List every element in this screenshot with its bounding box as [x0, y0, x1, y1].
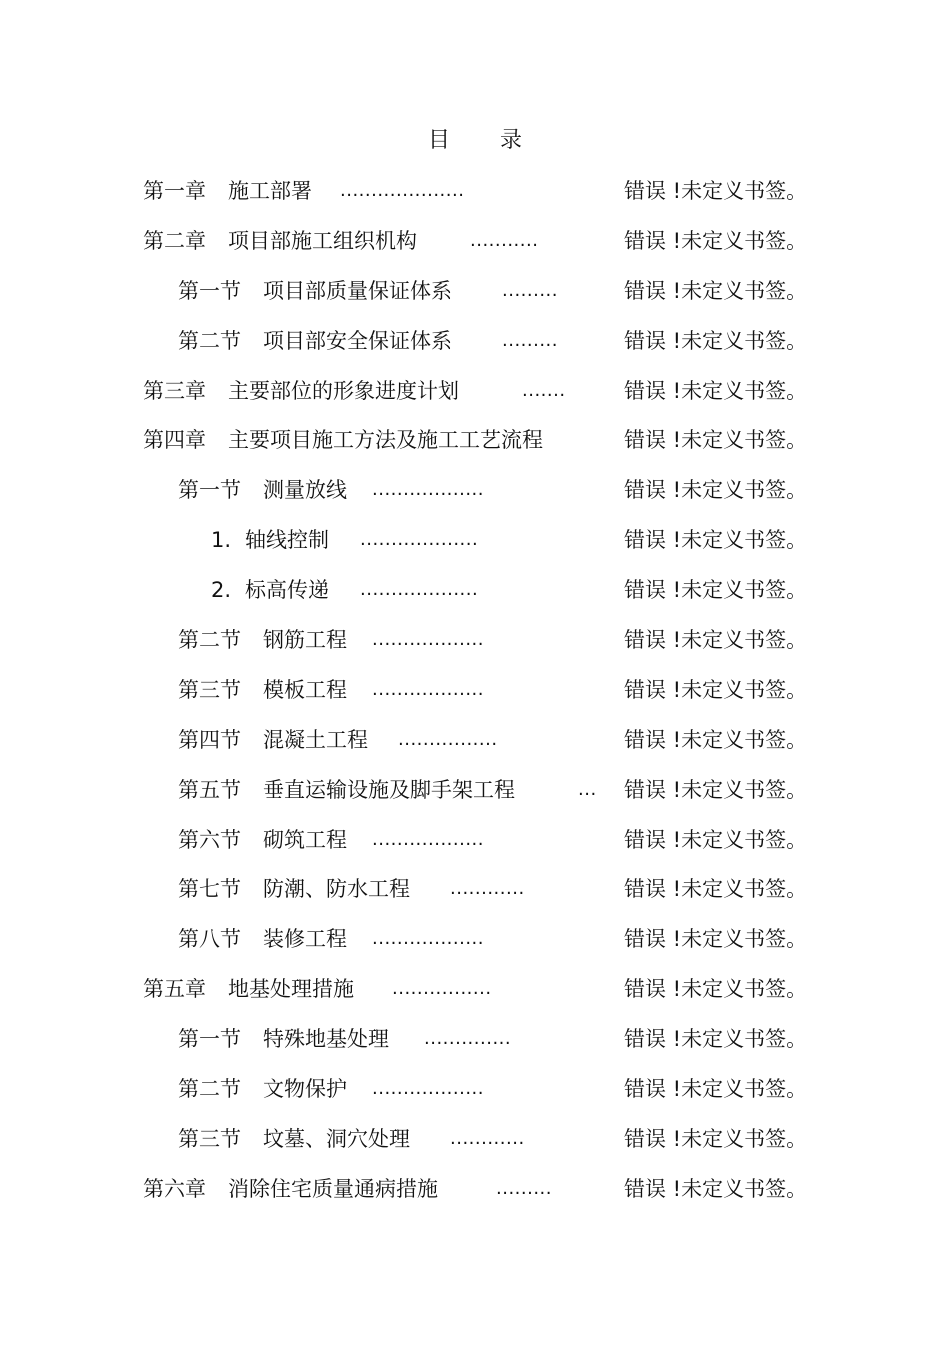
toc-entry-leader: .........	[502, 329, 558, 351]
toc-entry-page-ref: 错误 !未定义书签。	[624, 428, 808, 453]
toc-entry-leader: ............	[450, 878, 525, 900]
toc-entry	[0, 1123, 950, 1173]
toc-entry	[0, 275, 950, 325]
toc-entry	[0, 1173, 950, 1223]
toc-entry	[0, 824, 950, 874]
toc-entry	[0, 1023, 950, 1073]
table-of-contents	[0, 175, 950, 1223]
toc-entry-title: 文物保护	[263, 1077, 347, 1102]
toc-entry-number: 第五章	[143, 977, 206, 1002]
toc-entry-label	[178, 774, 515, 806]
toc-entry-page-ref: 错误 !未定义书签。	[624, 1077, 808, 1102]
toc-entry-title: 特殊地基处理	[263, 1027, 389, 1052]
toc-entry	[0, 325, 950, 375]
toc-entry-number: 第二节	[178, 328, 241, 353]
toc-entry-title: 轴线控制	[245, 528, 330, 553]
toc-entry-number: 第四节	[178, 727, 241, 752]
toc-title-char-1: 目	[427, 128, 450, 153]
toc-entry-leader: .......	[522, 379, 566, 401]
toc-entry-title: 钢筋工程	[263, 628, 347, 653]
toc-entry-page-ref: 错误 !未定义书签。	[624, 827, 808, 852]
toc-entry-number: 第一节	[178, 278, 241, 303]
toc-entry-title: 主要部位的形象进度计划	[228, 378, 459, 403]
toc-entry-page-ref: 错误 !未定义书签。	[624, 578, 808, 603]
toc-entry-label	[143, 1173, 438, 1205]
toc-entry-number: 第六章	[143, 1176, 206, 1201]
toc-entry-leader: .........	[496, 1177, 552, 1199]
toc-entry	[0, 574, 950, 624]
toc-entry-number: 1.	[211, 528, 232, 553]
toc-title	[0, 126, 950, 156]
toc-entry-leader: ..............	[424, 1028, 512, 1050]
toc-entry	[0, 1073, 950, 1123]
toc-entry-leader: ............	[450, 1127, 525, 1149]
toc-entry-page-ref: 错误 !未定义书签。	[624, 628, 808, 653]
toc-entry-label	[178, 275, 452, 307]
toc-entry-title: 坟墓、洞穴处理	[263, 1126, 410, 1151]
toc-entry-label	[178, 724, 368, 756]
toc-entry-leader: ..................	[372, 629, 484, 651]
toc-entry-page-ref: 错误 !未定义书签。	[624, 927, 808, 952]
toc-entry-number: 第六节	[178, 827, 241, 852]
toc-entry-leader: ...	[578, 778, 597, 800]
toc-entry-title: 项目部施工组织机构	[228, 228, 417, 253]
toc-entry	[0, 624, 950, 674]
toc-entry	[0, 923, 950, 973]
toc-entry	[0, 724, 950, 774]
toc-entry	[0, 873, 950, 923]
toc-entry-number: 第二节	[178, 1077, 241, 1102]
toc-entry-label	[178, 325, 452, 357]
toc-entry	[0, 474, 950, 524]
toc-entry-page-ref: 错误 !未定义书签。	[624, 278, 808, 303]
toc-entry-number: 第八节	[178, 927, 241, 952]
toc-entry-title: 防潮、防水工程	[263, 877, 410, 902]
toc-entry-page-ref: 错误 !未定义书签。	[624, 478, 808, 503]
toc-entry-label	[178, 1123, 410, 1155]
toc-entry-title: 消除住宅质量通病措施	[228, 1176, 438, 1201]
toc-entry	[0, 774, 950, 824]
toc-entry-title: 混凝土工程	[263, 727, 368, 752]
toc-entry-leader: ....................	[340, 180, 465, 201]
toc-entry-title: 施工部署	[228, 179, 312, 203]
toc-entry-page-ref: 错误 !未定义书签。	[624, 378, 808, 403]
toc-entry-number: 第三章	[143, 378, 206, 403]
toc-entry	[0, 973, 950, 1023]
toc-entry-title: 模板工程	[263, 677, 347, 702]
toc-entry-title: 砌筑工程	[263, 827, 347, 852]
toc-entry-page-ref: 错误 !未定义书签。	[624, 328, 808, 353]
toc-entry-title: 测量放线	[263, 478, 347, 503]
toc-entry-label	[178, 624, 347, 656]
toc-entry-page-ref: 错误 !未定义书签。	[624, 677, 808, 702]
toc-entry-page-ref: 错误 !未定义书签。	[624, 727, 808, 752]
toc-entry-label	[178, 674, 347, 706]
toc-entry-number: 第一节	[178, 478, 241, 503]
toc-entry-label	[178, 923, 347, 955]
toc-entry-label	[211, 574, 329, 606]
toc-entry-page-ref: 错误 !未定义书签。	[624, 179, 808, 203]
toc-entry	[0, 424, 950, 474]
toc-entry-leader: ..................	[372, 479, 484, 501]
toc-entry-page-ref: 错误 !未定义书签。	[624, 228, 808, 253]
toc-entry-number: 第七节	[178, 877, 241, 902]
toc-entry-leader: .........	[502, 279, 558, 301]
toc-entry-label	[143, 973, 354, 1005]
toc-entry-leader: ..................	[372, 1078, 484, 1100]
toc-title-char-2: 录	[500, 128, 523, 153]
toc-entry-page-ref: 错误 !未定义书签。	[624, 1027, 808, 1052]
toc-entry-title: 项目部安全保证体系	[263, 328, 452, 353]
toc-entry-title: 主要项目施工方法及施工工艺流程	[228, 428, 543, 453]
toc-entry-number: 第二章	[143, 228, 206, 253]
toc-entry-page-ref: 错误 !未定义书签。	[624, 777, 808, 802]
toc-entry-leader: ...................	[360, 529, 479, 551]
toc-entry-title: 项目部质量保证体系	[263, 278, 452, 303]
toc-entry-number: 第二节	[178, 628, 241, 653]
toc-entry-label	[178, 824, 347, 856]
toc-entry-title: 垂直运输设施及脚手架工程	[263, 777, 515, 802]
toc-entry	[0, 225, 950, 275]
toc-entry-page-ref: 错误 !未定义书签。	[624, 877, 808, 902]
toc-entry-label	[178, 873, 410, 905]
toc-entry-label	[178, 1073, 347, 1105]
toc-entry-title: 装修工程	[263, 927, 347, 952]
toc-entry-leader: ...........	[470, 229, 539, 251]
toc-entry	[0, 524, 950, 574]
toc-entry-label	[143, 424, 543, 456]
toc-entry-number: 第五节	[178, 777, 241, 802]
toc-entry-label	[143, 375, 459, 407]
toc-entry-leader: ..................	[372, 928, 484, 950]
toc-entry-page-ref: 错误 !未定义书签。	[624, 1126, 808, 1151]
toc-entry	[0, 674, 950, 724]
toc-entry-leader: ...................	[360, 579, 479, 601]
toc-entry-leader: ..................	[372, 678, 484, 700]
toc-entry-label	[143, 175, 312, 207]
toc-entry-number: 第四章	[143, 428, 206, 453]
toc-entry-page-ref: 错误 !未定义书签。	[624, 528, 808, 553]
toc-entry-title: 地基处理措施	[228, 977, 354, 1002]
toc-entry-number: 第一章	[143, 179, 206, 203]
toc-entry-page-ref: 错误 !未定义书签。	[624, 1176, 808, 1201]
toc-entry-page-ref: 错误 !未定义书签。	[624, 977, 808, 1002]
toc-entry-number: 第一节	[178, 1027, 241, 1052]
toc-entry	[0, 175, 950, 225]
toc-entry-number: 2.	[211, 578, 232, 603]
toc-entry-number: 第三节	[178, 1126, 241, 1151]
toc-entry-label	[143, 225, 417, 257]
toc-entry-label	[178, 1023, 389, 1055]
toc-entry-leader: ................	[398, 728, 498, 750]
toc-entry-label	[178, 474, 347, 506]
toc-entry-leader: ................	[392, 978, 492, 1000]
toc-entry-leader: ..................	[372, 828, 484, 850]
toc-entry-label	[211, 524, 329, 556]
toc-entry	[0, 375, 950, 425]
toc-entry-title: 标高传递	[245, 578, 330, 603]
toc-entry-number: 第三节	[178, 677, 241, 702]
